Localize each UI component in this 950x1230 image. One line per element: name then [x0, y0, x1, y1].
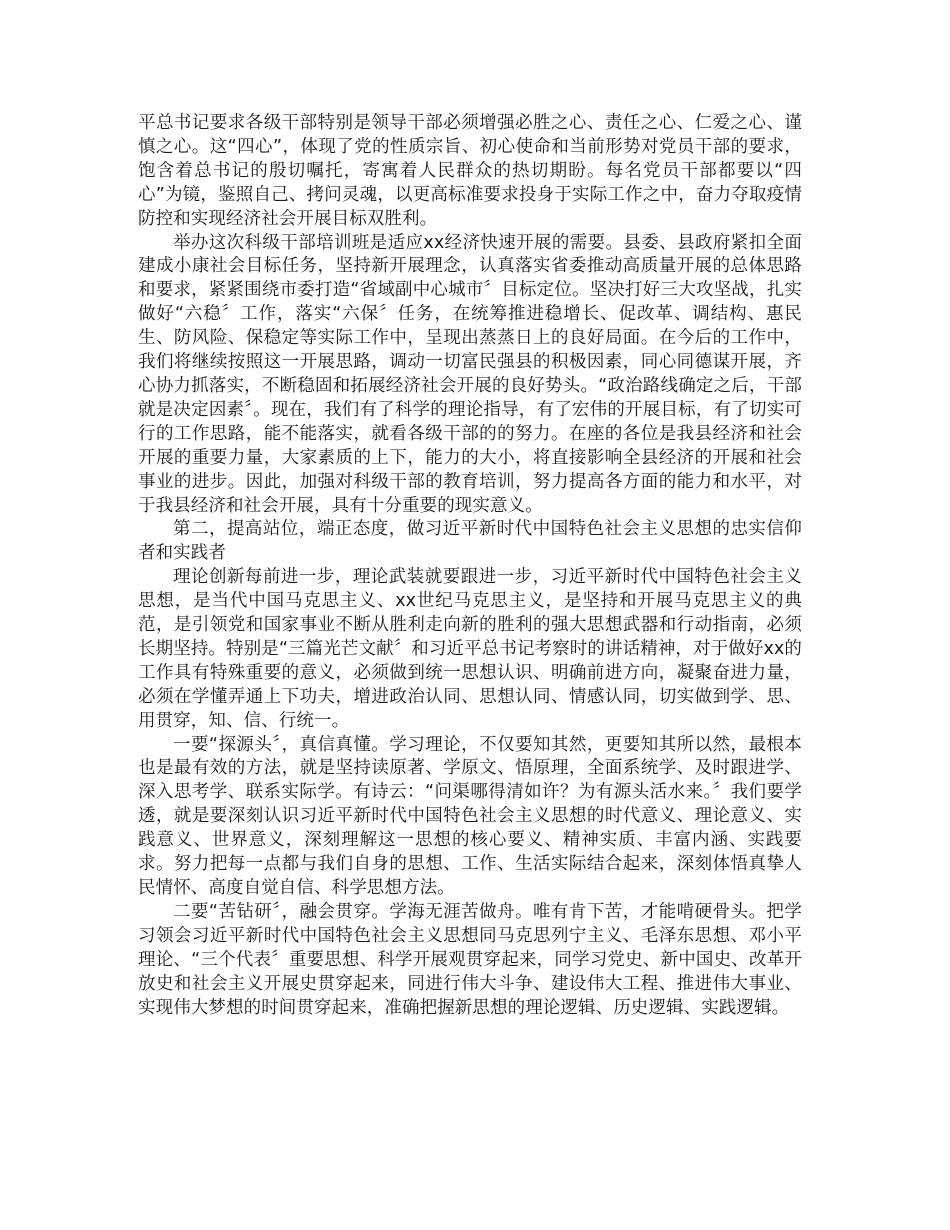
document-body: [138, 112, 802, 1020]
paragraph-intro-continuation: 平总书记要求各级干部特别是领导干部必须增强必胜之心、责任之心、仁爱之心、谨慎之心。这“四心”，体现了党的性质宗旨、初心使命和当前形势对党员干部的要求，饱含着总书记的殷切嘱托，寄寓着人民群众的热切期盼。每名党员干部都要以“四心”为镜，鉴照自己、拷问灵魂，以更高标准要求投身于实际工作之中，奋力夺取疫情防控和实现经济社会开展目标双胜利。: [138, 113, 802, 229]
paragraph-explore-source: 一要“探源头〞，真信真懂。学习理论，不仅要知其然，更要知其所以然，最根本也是最有效的方法，就是坚持读原著、学原文、悟原理，全面系统学、及时跟进学、深入思考学、联系实际学。有诗云：“问渠哪得清如许？为有源头活水来。〞我们要学透，就是要深刻认识习近平新时代中国特色社会主义思想的时代意义、理论意义、实践意义、世界意义，深刻理解这一思想的核心要义、精神实质、丰富内涵、实践要求。努力把每一点都与我们自身的思想、工作、生活实际结合起来，深刻体悟真挚人民情怀、高度自觉自信、科学思想方法。: [138, 734, 802, 898]
paragraph-training-purpose: 举办这次科级干部培训班是适应xx经济快速开展的需要。县委、县政府紧扣全面建成小康社会目标任务，坚持新开展理念，认真落实省委推动高质量开展的总体思路和要求，紧紧围绕市委打造“省域副中心城市〞目标定位。坚决打好三大攻坚战，扎实做好“六稳〞工作，落实“六保〞任务，在统筹推进稳增长、促改革、调结构、惠民生、防风险、保稳定等实际工作中，呈现出蒸蒸日上的良好局面。在今后的工作中，我们将继续按照这一开展思路，调动一切富民强县的积极因素，同心同德谋开展，齐心协力抓落实，不断稳固和拓展经济社会开展的良好势头。“政治路线确定之后，干部就是决定因素〞。现在，我们有了科学的理论指导，有了宏伟的开展目标，有了切实可行的工作思路，能不能落实，就看各级干部的的努力。在座的各位是我县经济和社会开展的重要力量，大家素质的上下，能力的大小，将直接影响全县经济的开展和社会事业的进步。因此，加强对科级干部的教育培训，努力提高各方面的能力和水平，对于我县经济和社会开展，具有十分重要的现实意义。: [138, 232, 802, 516]
paragraph-diligent-study: 二要“苦钻研〞，融会贯穿。学海无涯苦做舟。唯有肯下苦，才能啃硬骨头。把学习领会习近平新时代中国特色社会主义思想同马克思列宁主义、毛泽东思想、邓小平理论、“三个代表〞重要思想、科学开展观贯穿起来，同学习党史、新中国史、改革开放史和社会主义开展史贯穿起来，同进行伟大斗争、建设伟大工程、推进伟大事业、实现伟大梦想的时间贯穿起来，准确把握新思想的理论逻辑、历史逻辑、实践逻辑。: [138, 901, 802, 1018]
paragraph-theory-innovation: 理论创新每前进一步，理论武装就要跟进一步，习近平新时代中国特色社会主义思想，是当代中国马克思主义、xx世纪马克思主义，是坚持和开展马克思主义的典范，是引领党和国家事业不断从胜利走向新的胜利的强大思想武器和行动指南，必须长期坚持。特别是“三篇光芒文献〞和习近平总书记考察时的讲话精神，对于做好xx的工作具有特殊重要的意义，必须做到统一思想认识、明确前进方向，凝聚奋进力量，必须在学懂弄通上下功夫，增进政治认同、思想认同、情感认同，切实做到学、思、用贯穿，知、信、行统一。: [138, 567, 802, 731]
section-heading-second: 第二，提高站位，端正态度，做习近平新时代中国特色社会主义思想的忠实信仰者和实践者: [138, 519, 802, 564]
